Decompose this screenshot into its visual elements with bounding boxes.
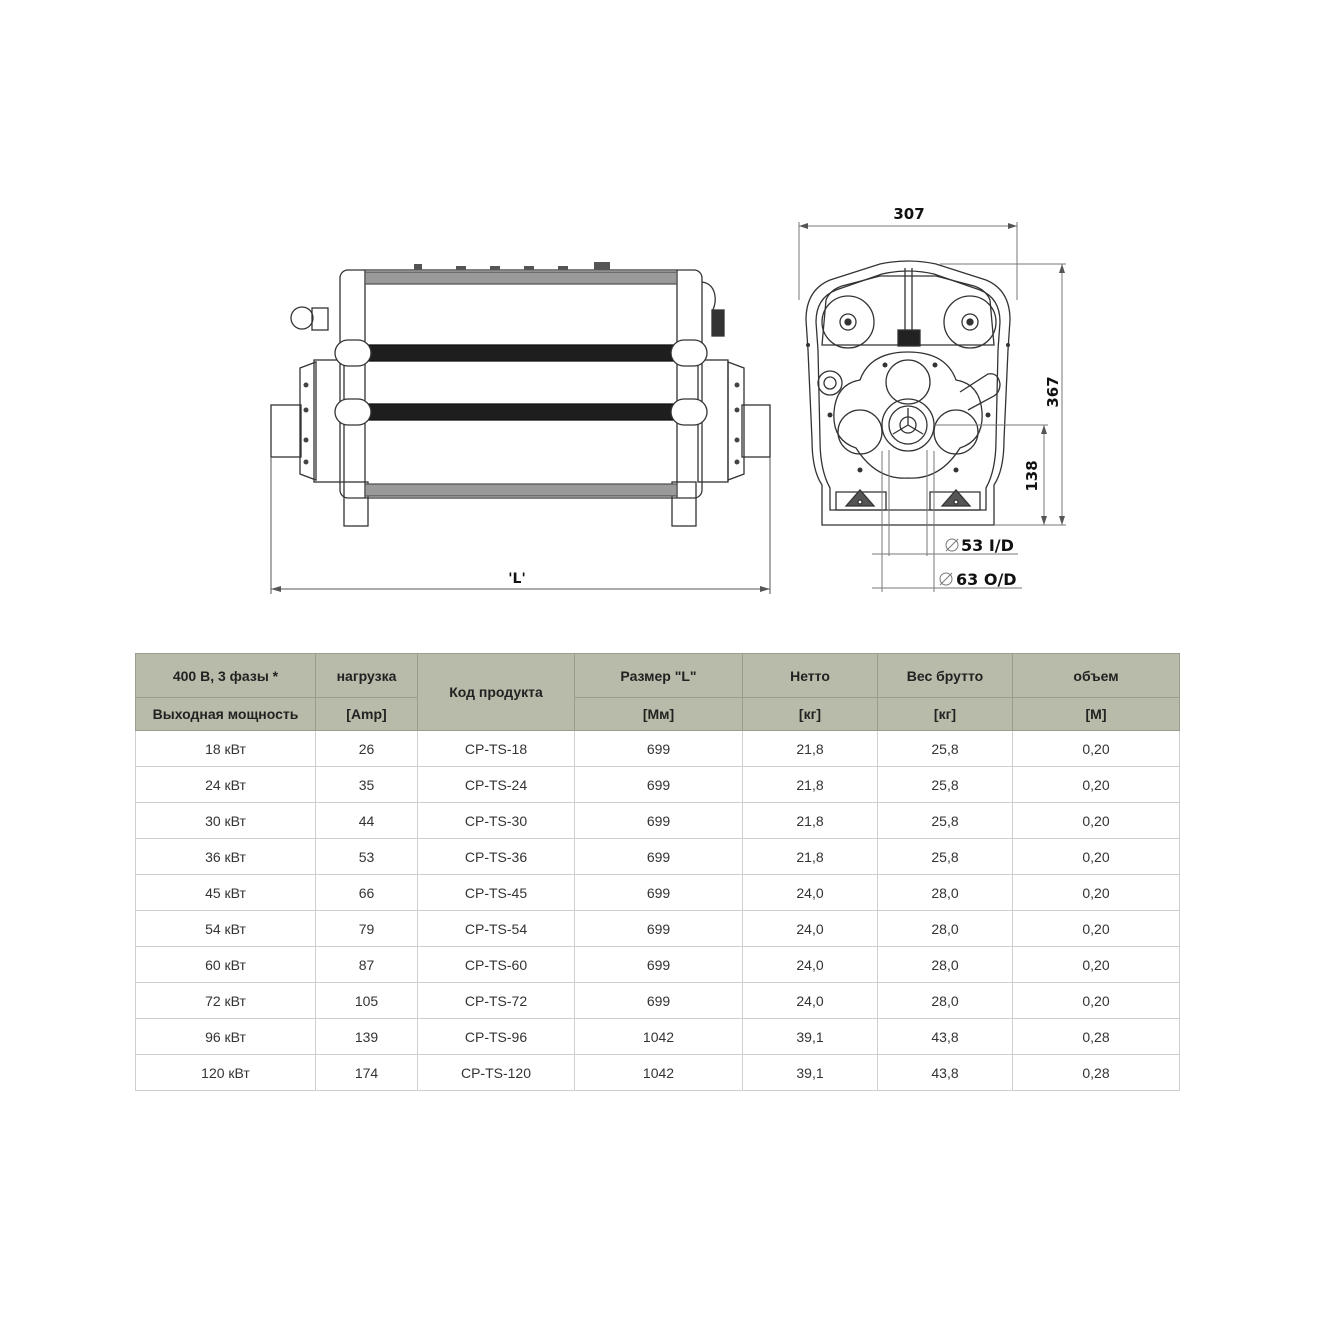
volume-cell: 0,20 (1013, 911, 1180, 947)
load-cell: 105 (316, 983, 418, 1019)
side-view (271, 262, 770, 526)
left-cable-gland (291, 307, 313, 329)
power-cell: 60 кВт (136, 947, 316, 983)
power-cell: 96 кВт (136, 1019, 316, 1055)
power-cell: 72 кВт (136, 983, 316, 1019)
code-cell: CP-TS-60 (418, 947, 575, 983)
net-cell: 21,8 (743, 731, 878, 767)
load-cell: 66 (316, 875, 418, 911)
height-label: 367 (1044, 376, 1062, 408)
gross-cell: 25,8 (878, 767, 1013, 803)
volume-cell: 0,20 (1013, 767, 1180, 803)
net-cell: 21,8 (743, 803, 878, 839)
volume-cell: 0,20 (1013, 803, 1180, 839)
header-size: Размер "L" (575, 654, 743, 698)
power-cell: 54 кВт (136, 911, 316, 947)
net-cell: 39,1 (743, 1019, 878, 1055)
size-cell: 699 (575, 911, 743, 947)
load-cell: 174 (316, 1055, 418, 1091)
volume-cell: 0,20 (1013, 839, 1180, 875)
power-cell: 36 кВт (136, 839, 316, 875)
net-cell: 39,1 (743, 1055, 878, 1091)
size-cell: 699 (575, 875, 743, 911)
volume-cell: 0,20 (1013, 947, 1180, 983)
net-cell: 24,0 (743, 947, 878, 983)
code-cell: CP-TS-18 (418, 731, 575, 767)
size-cell: 699 (575, 803, 743, 839)
code-cell: CP-TS-24 (418, 767, 575, 803)
header-size-unit: [Мм] (575, 698, 743, 731)
volume-cell: 0,28 (1013, 1019, 1180, 1055)
table-row (136, 1019, 1180, 1055)
gross-cell: 25,8 (878, 839, 1013, 875)
net-cell: 21,8 (743, 767, 878, 803)
size-cell: 699 (575, 839, 743, 875)
end-view (806, 261, 1010, 525)
heater-body (340, 270, 702, 498)
outer-diameter-label: 63 O/D (956, 570, 1017, 589)
left-pipe-stub (271, 405, 301, 457)
spec-table-header (136, 654, 1180, 731)
inner-diameter-label: 53 I/D (961, 536, 1014, 555)
header-gross: Вес брутто (878, 654, 1013, 698)
header-volume-unit: [M] (1013, 698, 1180, 731)
power-cell: 45 кВт (136, 875, 316, 911)
volume-cell: 0,20 (1013, 731, 1180, 767)
header-gross-unit: [кг] (878, 698, 1013, 731)
volume-cell: 0,20 (1013, 983, 1180, 1019)
load-cell: 44 (316, 803, 418, 839)
size-cell: 1042 (575, 1055, 743, 1091)
table-row (136, 803, 1180, 839)
table-row (136, 731, 1180, 767)
code-cell: CP-TS-54 (418, 911, 575, 947)
power-cell: 30 кВт (136, 803, 316, 839)
gross-cell: 25,8 (878, 731, 1013, 767)
load-cell: 139 (316, 1019, 418, 1055)
length-label: 'L' (508, 571, 526, 587)
header-net: Нетто (743, 654, 878, 698)
gross-cell: 28,0 (878, 983, 1013, 1019)
header-load: нагрузка (316, 654, 418, 698)
dark-band-upper (365, 345, 677, 361)
code-cell: CP-TS-96 (418, 1019, 575, 1055)
net-cell: 24,0 (743, 911, 878, 947)
volume-cell: 0,28 (1013, 1055, 1180, 1091)
table-row (136, 875, 1180, 911)
net-cell: 24,0 (743, 983, 878, 1019)
gross-cell: 28,0 (878, 947, 1013, 983)
load-cell: 26 (316, 731, 418, 767)
center-height-label: 138 (1023, 460, 1041, 492)
table-row (136, 767, 1180, 803)
table-row (136, 911, 1180, 947)
gross-cell: 25,8 (878, 803, 1013, 839)
net-cell: 24,0 (743, 875, 878, 911)
gross-cell: 28,0 (878, 911, 1013, 947)
power-cell: 24 кВт (136, 767, 316, 803)
load-cell: 53 (316, 839, 418, 875)
header-load-unit: [Amp] (316, 698, 418, 731)
header-net-unit: [кг] (743, 698, 878, 731)
load-cell: 35 (316, 767, 418, 803)
volume-cell: 0,20 (1013, 875, 1180, 911)
table-row (136, 839, 1180, 875)
size-cell: 1042 (575, 1019, 743, 1055)
dark-band-lower (365, 404, 677, 420)
table-row (136, 947, 1180, 983)
right-pipe-stub (742, 405, 770, 457)
spec-table (135, 653, 1180, 1091)
width-label: 307 (893, 205, 925, 223)
load-cell: 79 (316, 911, 418, 947)
code-cell: CP-TS-45 (418, 875, 575, 911)
code-cell: CP-TS-30 (418, 803, 575, 839)
net-cell: 21,8 (743, 839, 878, 875)
gross-cell: 43,8 (878, 1055, 1013, 1091)
top-controls (414, 262, 610, 270)
power-cell: 18 кВт (136, 731, 316, 767)
power-cell: 120 кВт (136, 1055, 316, 1091)
header-power: 400 В, 3 фазы * (136, 654, 316, 698)
size-cell: 699 (575, 947, 743, 983)
header-power-unit: Выходная мощность (136, 698, 316, 731)
code-cell: CP-TS-120 (418, 1055, 575, 1091)
code-cell: CP-TS-72 (418, 983, 575, 1019)
size-cell: 699 (575, 983, 743, 1019)
table-row (136, 1055, 1180, 1091)
header-code: Код продукта (418, 654, 575, 731)
gross-cell: 43,8 (878, 1019, 1013, 1055)
load-cell: 87 (316, 947, 418, 983)
table-row (136, 983, 1180, 1019)
spec-table-body (136, 731, 1180, 1091)
header-volume: объем (1013, 654, 1180, 698)
size-cell: 699 (575, 731, 743, 767)
gross-cell: 28,0 (878, 875, 1013, 911)
technical-drawing (0, 0, 1320, 640)
size-cell: 699 (575, 767, 743, 803)
code-cell: CP-TS-36 (418, 839, 575, 875)
